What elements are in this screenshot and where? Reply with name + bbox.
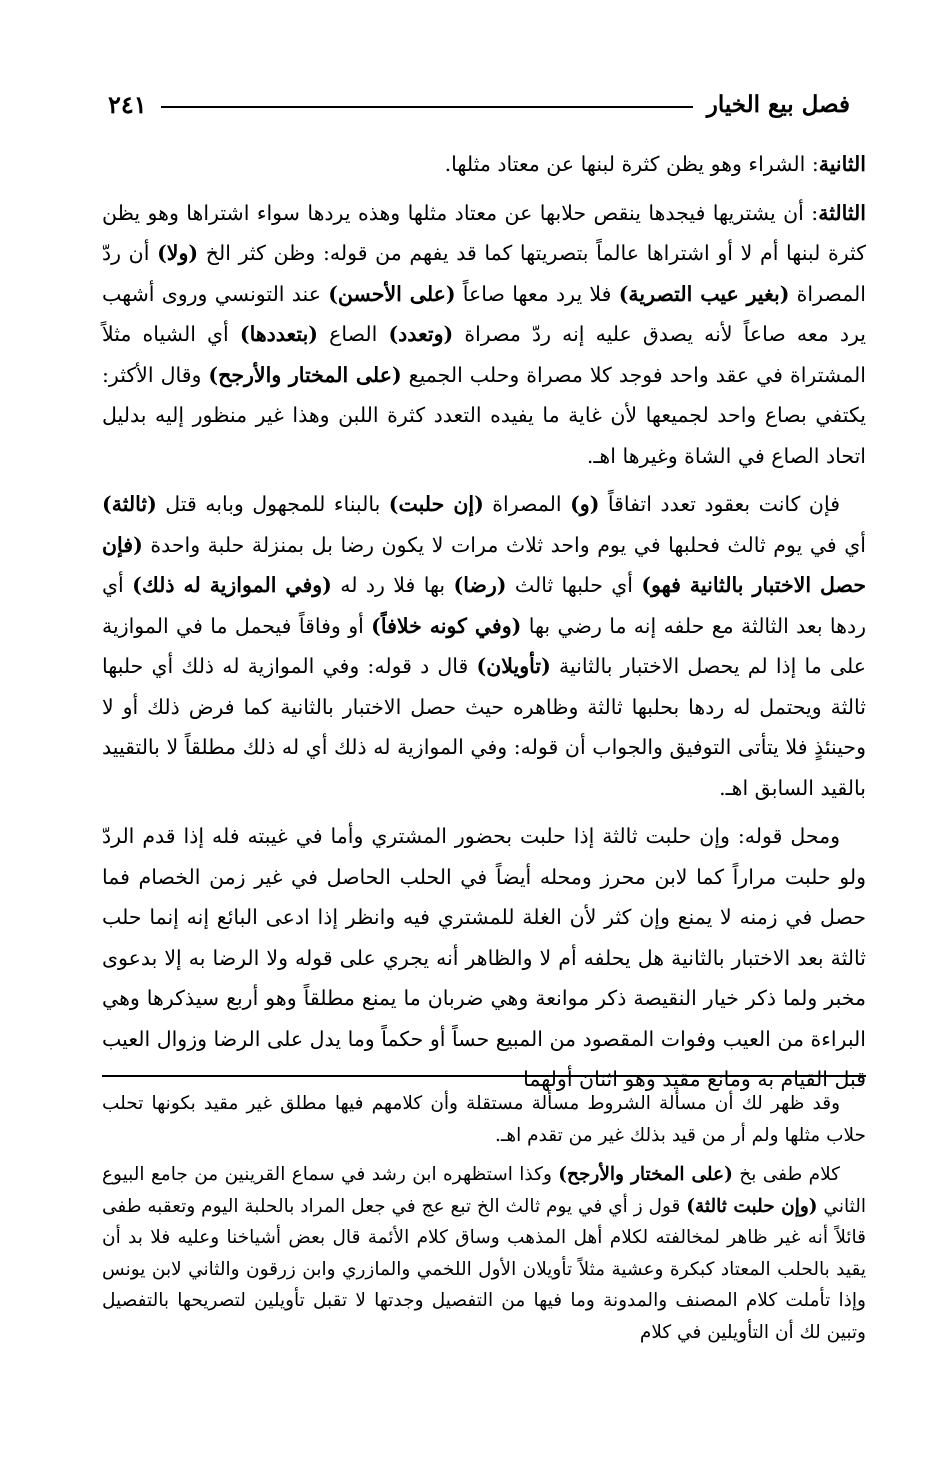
bold-term: (على المختار والأرجح) — [208, 362, 402, 387]
note-paragraph — [102, 1088, 866, 1151]
bold-term: (إن حلبت) — [388, 492, 484, 516]
bold-term: (تأويلان) — [476, 654, 551, 678]
bold-term: (بغير عيب التصرية) — [618, 281, 790, 306]
bold-term: (ثالثة) — [102, 492, 157, 516]
paragraph-thaniya — [102, 144, 866, 185]
text-run: فإن كانت بعقود تعدد اتفاقاً — [599, 492, 840, 516]
paragraph-mahall — [102, 816, 866, 1100]
main-text — [102, 144, 866, 1108]
bold-term: (و) — [570, 492, 600, 516]
text-run: وقد ظهر لك أن مسألة الشروط مسألة مستقلة وأن كلامهم فيها مطلق غير مقيد بكونها تحلب حلاب مثلها ولم أر من قيد بذلك غير من تقدم اهـ. — [102, 1093, 866, 1146]
note-paragraph — [102, 1159, 866, 1348]
footnote-separator — [102, 1075, 866, 1077]
running-header — [108, 84, 850, 124]
bold-term: (وفي كونه خلافاً) — [371, 613, 522, 638]
text-run: وقال الأكثر: يكتفي بصاع واحد لجميعها لأن غاية ما يفيده التعدد كثرة اللبن وهذا غير منظور إليه بدليل اتحاد الصاع في الشاة وغيرها اهـ. — [102, 362, 866, 468]
text-run: : الشراء وهو يظن كثرة لبنها عن معتاد مثلها. — [444, 152, 819, 176]
text-run: عند التونسي وروى أشهب يرد معه صاعاً لأنه يصدق عليه إنه ردّ مصراة — [102, 281, 867, 346]
bold-term: (فإن حصل الاختبار بالثانية فهو) — [102, 532, 866, 597]
commentary-notes — [102, 1088, 866, 1356]
text-run: أو وفاقاً فيحمل ما في الموازية على ما إذا لم يحصل الاختبار بالثانية — [102, 613, 867, 678]
text-run: المصراة — [483, 492, 571, 516]
text-run: ومحل قوله: وإن حلبت ثالثة إذا حلبت بحضور المشتري وأما في غيبته فله إذا قدم الردّ ولو حلبت مراراً كما لابن محرز ومحله أيضاً في الحلب الحاصل في غير زمن الخصام فما حصل في زمنه لا يمنع وإن كثر لأن الغلة للمشتري فيه وانظر إذا ادعى البائع إنه إنما حلب ثالثة بعد الاختبار بالثانية هل يحلفه أم لا والظاهر أنه يجري على قوله ولا الرضا به إلا بدعوى مخبر ولما ذكر خيار النقيصة ذكر موانعة وهي ضربان ما يمنع مطلقاً وهو أربع سيذكرها وهي البراءة من العيب وفوات المقصود من المبيع حساً أو حكماً وما يدل على الرضا وزوال العيب قبل القيام به ومانع مقيد وهو اثنان أولهما — [102, 824, 866, 1091]
bold-term: (بتعددها) — [239, 322, 319, 346]
chapter-title: فصل بيع الخيار — [706, 90, 850, 118]
text-run: : أن يشتريها فيجدها ينقص حلابها عن معتاد مثلها وهذه يردها سواء اشتراها وهو يظن كثرة لبنها أم لا أو اشتراها عالماً بتصريتها كما قد يفهم من قوله: وظن كثر الخ — [102, 200, 867, 265]
bold-term: (على الأحسن) — [328, 281, 456, 306]
page-number: ٢٤١ — [108, 89, 147, 119]
bold-term: (ولا) — [157, 241, 199, 265]
bold-term: (رضا) — [453, 573, 507, 597]
bold-term: (وتعدد) — [388, 322, 454, 346]
bold-term: (على المختار والأرجح) — [558, 1164, 733, 1185]
text-run: الصاع — [318, 322, 389, 346]
bold-term: الثالثة — [818, 200, 866, 225]
text-run: بها فلا رد له — [331, 573, 454, 597]
text-run: أي ردها بعد الثالثة مع حلفه إنه ما رضي بها — [102, 573, 866, 638]
text-run: أن ردّ المصراة — [102, 241, 866, 306]
text-run: قول ز أي في يوم ثالث الخ تبع عج في جعل المراد بالحلبة اليوم وتعقبه طفى قائلاً أنه غير ظاهر لمخالفته لكلام أهل المذهب وساق كلام الأئمة قال بعض أشياخنا وعليه فلا بد أن يقيد بالحلب المعتاد كبكرة وعشية مثلاً تأويلان الأول اللخمي والمازري وابن زرقون والثاني لابن يونس وإذا تأملت كلام المصنف والمدونة وما فيها من التفصيل وجدتها لا تقبل تأويلين لتصريحها بالتفصيل وتبين لك أن التأويلين في كلام — [102, 1195, 866, 1343]
text-run: قال د قوله: وفي الموازية له ذلك أي حلبها ثالثة ويحتمل له ردها بحلبها ثالثة وظاهره حيث حصل الاختبار بالثانية كما فرض ذلك أو لا وحينئذٍ فلا يتأتى التوفيق والجواب أن قوله: وفي الموازية له ذلك أي له ذلك مطلقاً لا بالتقييد بالقيد السابق اهـ. — [102, 654, 866, 800]
text-run: أي في يوم ثالث فحلبها في يوم واحد ثلاث مرات لا يكون رضا بل بمنزلة حلبة واحدة — [142, 532, 866, 557]
text-run: بالبناء للمجهول وبابه قتل — [156, 492, 389, 516]
paragraph-thalitha — [102, 193, 866, 477]
text-run: أي حلبها ثالث — [506, 573, 642, 597]
text-run: أي الشياه مثلاً المشتراة في عقد واحد فوجد كلا مصراة وحلب الجميع — [102, 322, 866, 387]
text-run: وكذا استظهره ابن رشد في سماع القرينين من جامع البيوع الثاني — [102, 1164, 866, 1217]
text-run: فلا يرد معها صاعاً — [455, 281, 619, 306]
paragraph-in-halabat — [102, 484, 866, 808]
bold-term: الثانية — [818, 152, 866, 176]
bold-term: (وإن حلبت ثالثة) — [686, 1195, 818, 1217]
bold-term: (وفي الموازية له ذلك) — [132, 573, 332, 597]
header-rule — [161, 106, 693, 108]
text-run: كلام طفى بخ — [732, 1164, 840, 1185]
